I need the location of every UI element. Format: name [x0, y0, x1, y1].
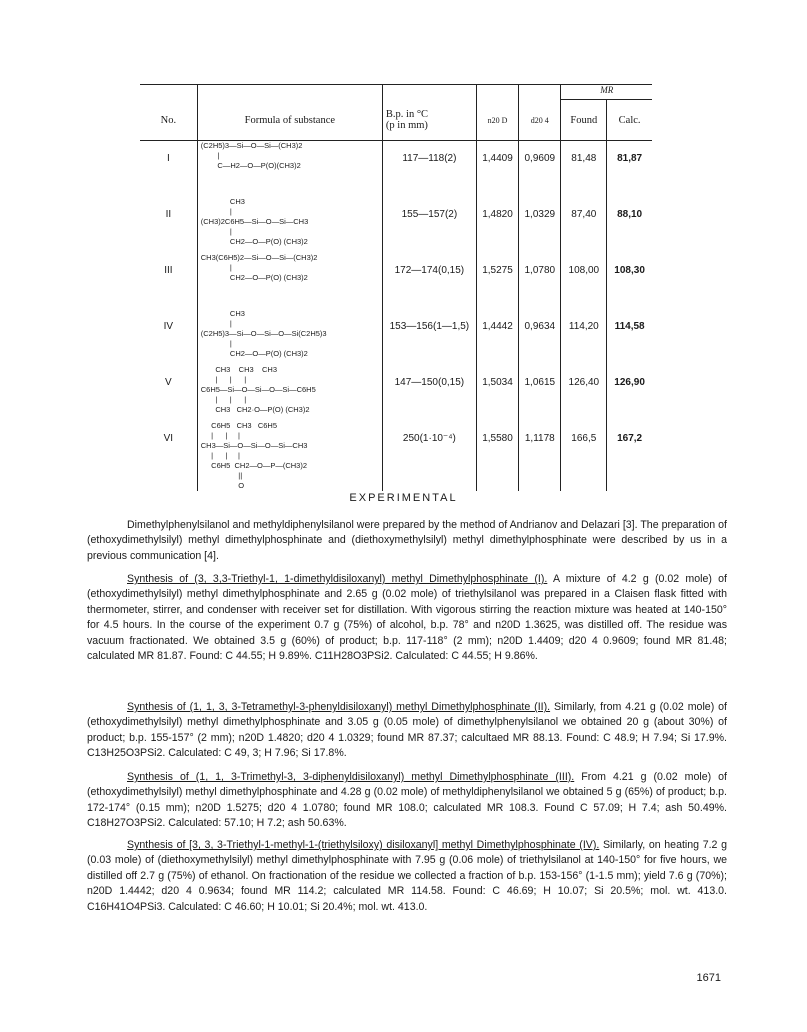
row-number: II [165, 209, 172, 220]
row-mr-calc: 88,10 [607, 197, 652, 253]
section-title: EXPERIMENTAL [349, 492, 458, 504]
row-formula: (C2H5)3—Si—O—Si—(CH3)2 | C—H2—O—P(O)(CH3)2 [197, 141, 382, 198]
row-mr-calc: 167,2 [607, 421, 652, 491]
table-row [140, 197, 652, 253]
header-bp-line1: B.p. in °C [385, 108, 429, 120]
paragraph-3-lead: Synthesis of (1, 1, 3-Trimethyl-3, 3-diphenyldisiloxanyl) methyl Dimethylphosphinate (III). [127, 771, 575, 783]
header-bp [382, 85, 476, 141]
paragraph-4 [87, 838, 727, 915]
header-bp-line2: (p in mm) [385, 119, 428, 131]
row-mr-found: 87,40 [561, 197, 607, 253]
paragraph-0 [87, 518, 727, 564]
row-mr-found: 126,40 [561, 365, 607, 421]
row-mr-found: 166,5 [561, 421, 607, 491]
paragraph-1-lead: Synthesis of (3, 3,3-Triethyl-1, 1-dimethyldisiloxanyl) methyl Dimethylphosphinate (I). [127, 573, 548, 585]
row-mr-found: 81,48 [561, 141, 607, 198]
row-mr-calc: 126,90 [607, 365, 652, 421]
paragraph-2-lead: Synthesis of (1, 1, 3, 3-Tetramethyl-3-phenyldisiloxanyl) methyl Dimethylphosphinate (II). [127, 701, 551, 713]
table-row [140, 253, 652, 309]
row-bp: 172—174(0,15) [382, 253, 476, 309]
row-formula: CH3 | (CH3)2C6H5—Si—O—Si—CH3 | CH2—O—P(O) (CH3)2 [197, 197, 382, 253]
paragraph-2 [87, 700, 727, 762]
header-found: Found [561, 100, 607, 141]
row-bp: 153—156(1—1,5) [382, 309, 476, 365]
row-bp: 155—157(2) [382, 197, 476, 253]
paragraph-4-text: Similarly, on heating 7.2 g (0.03 mole) of (diethoxymethylsilyl) methyl dimethylphosphinate with 7.95 g (0.06 mole) of triethylsilanol at 140-150° for five hours, we distilled off 2.7 g (75%) of ethanol. On fractionation of the residue we collected a fraction of b.p. 153-156° (1-1.5 mm); yield 7.6 g (70%); n20D 1.4442; d20 4 0.9634; found MR 114.2; calculated MR 114.58. Found: C 46.69; H 10.07; Si 20.5%; mol. wt. 413.0. C16H41O4PSi3. Calculated: C 46.60; H 10.01; Si 20.4%; mol. wt. 413.0. [87, 839, 728, 913]
row-formula: C6H5 CH3 C6H5 | | | CH3—Si—O—Si—O—Si—CH3 | | | C6H5 CH2—O—P—(CH3)2 || O [197, 421, 382, 491]
table-row [140, 421, 652, 491]
paragraph-0-text: Dimethylphenylsilanol and methyldiphenylsilanol were prepared by the method of Andrianov and Delazari [3]. The preparation of (ethoxydimethylsilyl) methyl dimethylphosphinate and (diethoxymethylsilyl) methyl dimethylphosphinate were described by us in a previous communication [4]. [87, 519, 727, 562]
table-row [140, 309, 652, 365]
header-formula: Formula of substance [197, 85, 382, 141]
table-body [140, 141, 652, 492]
table-row [140, 141, 652, 198]
properties-table [140, 84, 652, 491]
header-calc: Calc. [607, 100, 652, 141]
row-nd: 1,5034 [476, 365, 518, 421]
row-d: 1,0780 [519, 253, 561, 309]
row-nd: 1,4442 [476, 309, 518, 365]
row-number: VI [163, 433, 174, 444]
row-nd: 1,4409 [476, 141, 518, 198]
row-nd: 1,5580 [476, 421, 518, 491]
row-d: 0,9609 [519, 141, 561, 198]
row-mr-found: 114,20 [561, 309, 607, 365]
header-mr: MR [561, 85, 652, 100]
row-d: 0,9634 [519, 309, 561, 365]
row-mr-calc: 114,58 [607, 309, 652, 365]
header-d: d20 4 [519, 85, 561, 141]
row-bp: 147—150(0,15) [382, 365, 476, 421]
row-d: 1,1178 [519, 421, 561, 491]
row-formula: CH3(C6H5)2—Si—O—Si—(CH3)2 | CH2—O—P(O) (CH3)2 [197, 253, 382, 309]
row-nd: 1,5275 [476, 253, 518, 309]
row-number: IV [163, 321, 174, 332]
paragraph-3-text: From 4.21 g (0.02 mole) of (ethoxydimethylsilyl) methyl dimethylphosphinate and 4.28 g (0.02 mole) of methyldiphenylsilanol we obtained 5 g (65%) of product; b.p. 172-174° (0.15 mm); n20D 1.5275; d20 4 1.0780; found MR 108.0; calculated MR 108.3. Found C 57.09; H 7.4; ash 50.49%. C18H27O3PSi2. Calculated: 57.10; H 7.2; ash 50.63%. [87, 771, 727, 830]
paragraph-2-text: Similarly, from 4.21 g (0.02 mole) of (ethoxydimethylsilyl) methyl dimethylphosphinate and 3.05 g (0.05 mole) of dimethylphenylsilanol we obtained 20 g (about 30%) of product; b.p. 155-157° (2 mm); n20D 1.4820; d20 4 1.0329; found MR 87.37; calcultaed MR 88.13. Found: C 48.9; H 7.94; Si 17.9%. C13H25O3PSi2. Calculated: C 49, 3; H 7.96; Si 17.8%. [87, 701, 727, 760]
header-no: No. [160, 115, 177, 126]
row-mr-calc: 81,87 [607, 141, 652, 198]
row-nd: 1,4820 [476, 197, 518, 253]
row-d: 1,0615 [519, 365, 561, 421]
row-number: I [166, 153, 170, 164]
row-number: III [164, 265, 173, 276]
row-bp: 250(1·10⁻⁴) [382, 421, 476, 491]
row-number: V [165, 377, 172, 388]
row-mr-found: 108,00 [561, 253, 607, 309]
paragraph-1 [87, 572, 727, 664]
row-bp: 117—118(2) [382, 141, 476, 198]
row-d: 1,0329 [519, 197, 561, 253]
page-number: 1671 [696, 972, 721, 984]
table-row [140, 365, 652, 421]
row-formula: CH3 | (C2H5)3—Si—O—Si—O—Si(C2H5)3 | CH2—O—P(O) (CH3)2 [197, 309, 382, 365]
header-nd: n20 D [476, 85, 518, 141]
paragraph-1-text: A mixture of 4.2 g (0.02 mole) of (ethoxydimethylsilyl) methyl dimethylphosphinate and 2.65 g (0.02 mole) of triethylsilanol was prepared in a Claisen flask fitted with thermometer, stirrer, and condenser with receiver set for distillation. With vigorous stirring the reaction mixture was heated at 140-150° for 4.5 hours. In the course of the experiment 0.7 g (75%) of alcohol, b.p. 78° and n20D 1.3625, was distilled off. The residue was vacuum fractionated. We obtained 3.5 g (60%) of product; b.p. 117-118° (2 mm); n20D 1.4409; d20 4 0.9609; found MR 81.48; calculated MR 81.87. Found: C 44.55; H 9.89%. C11H28O3PSi2. Calculated: C 44.55; H 9.86%. [87, 573, 727, 663]
row-formula: CH3 CH3 CH3 | | | C6H5—Si—O—Si—O—Si—C6H5 | | | CH3 CH2·O—P(O) (CH3)2 [197, 365, 382, 421]
paragraph-3 [87, 770, 727, 832]
paragraph-4-lead: Synthesis of [3, 3, 3-Triethyl-1-methyl-1-(triethylsiloxy) disiloxanyl] methyl Dimethylphosphinate (IV). [127, 839, 600, 851]
row-mr-calc: 108,30 [607, 253, 652, 309]
